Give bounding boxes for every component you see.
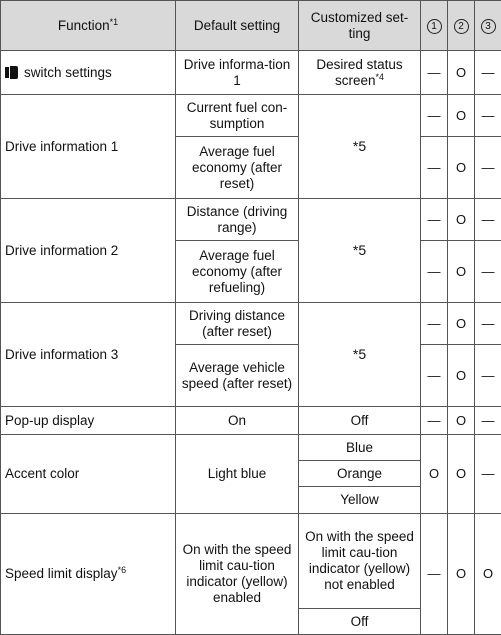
function-cell: Drive information 3: [1, 303, 176, 407]
custom-option-cell: Orange: [299, 461, 421, 487]
col-3-cell: —: [475, 51, 501, 95]
footnote-marker: *5: [353, 242, 366, 258]
table-row: [1, 303, 501, 345]
col-2-cell: O: [448, 303, 475, 345]
col-2-cell: O: [448, 199, 475, 241]
col-3-cell: O: [475, 514, 501, 635]
col-1-cell: —: [421, 241, 448, 303]
header-function: Function$^{*1}$: [1, 1, 176, 51]
circled-1-icon: 1: [427, 19, 442, 34]
custom-option-cell: Yellow: [299, 487, 421, 514]
custom-cell: [299, 303, 421, 407]
custom-cell: Desired status screen$^{*4}$: [299, 51, 421, 95]
footnote-marker: *5: [353, 138, 366, 154]
col-1-cell: —: [421, 137, 448, 199]
default-cell: Average fuel economy (after reset): [176, 137, 299, 199]
default-cell: Driving distance (after reset): [176, 303, 299, 345]
col-3-cell: —: [475, 137, 501, 199]
header-col-2: [448, 1, 475, 51]
default-cell: Current fuel con-sumption: [176, 95, 299, 137]
col-2-cell: O: [448, 435, 475, 514]
footnote-marker: *4: [376, 72, 385, 82]
header-col-3: [475, 1, 501, 51]
col-2-cell: O: [448, 241, 475, 303]
header-col-1: [421, 1, 448, 51]
col-3-cell: —: [475, 435, 501, 514]
table-row: [1, 514, 501, 609]
col-1-cell: —: [421, 514, 448, 635]
header-customized-setting: Customized set-ting: [299, 1, 421, 51]
function-cell: Accent color: [1, 435, 176, 514]
table-row: [1, 407, 501, 435]
default-cell: Average fuel economy (after refueling): [176, 241, 299, 303]
default-cell: Distance (driving range): [176, 199, 299, 241]
col-3-cell: —: [475, 199, 501, 241]
circled-3-icon: 3: [481, 19, 496, 34]
col-2-cell: O: [448, 407, 475, 435]
col-3-cell: —: [475, 407, 501, 435]
col-2-cell: O: [448, 95, 475, 137]
custom-option-cell: Blue: [299, 435, 421, 461]
col-3-cell: —: [475, 241, 501, 303]
custom-cell: [299, 95, 421, 199]
col-3-cell: —: [475, 303, 501, 345]
col-1-cell: O: [421, 435, 448, 514]
col-1-cell: —: [421, 303, 448, 345]
footnote-marker: *6: [118, 565, 127, 575]
custom-option-cell: On with the speed limit cau-tion indicator (yellow) not enabled: [299, 514, 421, 609]
col-3-cell: —: [475, 345, 501, 407]
col-2-cell: O: [448, 137, 475, 199]
function-cell: Pop-up display: [1, 407, 176, 435]
footnote-marker: *1: [110, 17, 119, 27]
col-3-cell: —: [475, 95, 501, 137]
switch-icon: [5, 66, 19, 79]
col-1-cell: —: [421, 199, 448, 241]
default-cell: On: [176, 407, 299, 435]
function-cell: Speed limit display$^{*6}$: [1, 514, 176, 635]
col-2-cell: O: [448, 514, 475, 635]
table-row: [1, 199, 501, 241]
col-1-cell: —: [421, 51, 448, 95]
col-1-cell: —: [421, 95, 448, 137]
custom-cell: Off: [299, 407, 421, 435]
custom-option-cell: Off: [299, 609, 421, 635]
table-row: [1, 435, 501, 461]
default-cell: Light blue: [176, 435, 299, 514]
header-default-setting: Default setting: [176, 1, 299, 51]
col-2-cell: O: [448, 51, 475, 95]
custom-cell: [299, 199, 421, 303]
default-cell: Average vehicle speed (after reset): [176, 345, 299, 407]
col-1-cell: —: [421, 345, 448, 407]
header-row: [1, 1, 501, 51]
col-2-cell: O: [448, 345, 475, 407]
circled-2-icon: 2: [454, 19, 469, 34]
table-row: [1, 51, 501, 95]
default-cell: Drive informa-tion 1: [176, 51, 299, 95]
function-cell: Drive information 2: [1, 199, 176, 303]
col-1-cell: —: [421, 407, 448, 435]
function-cell: switch settings: [1, 51, 176, 95]
table-row: [1, 95, 501, 137]
default-cell: On with the speed limit cau-tion indicator (yellow) enabled: [176, 514, 299, 635]
footnote-marker: *5: [353, 346, 366, 362]
function-cell: Drive information 1: [1, 95, 176, 199]
